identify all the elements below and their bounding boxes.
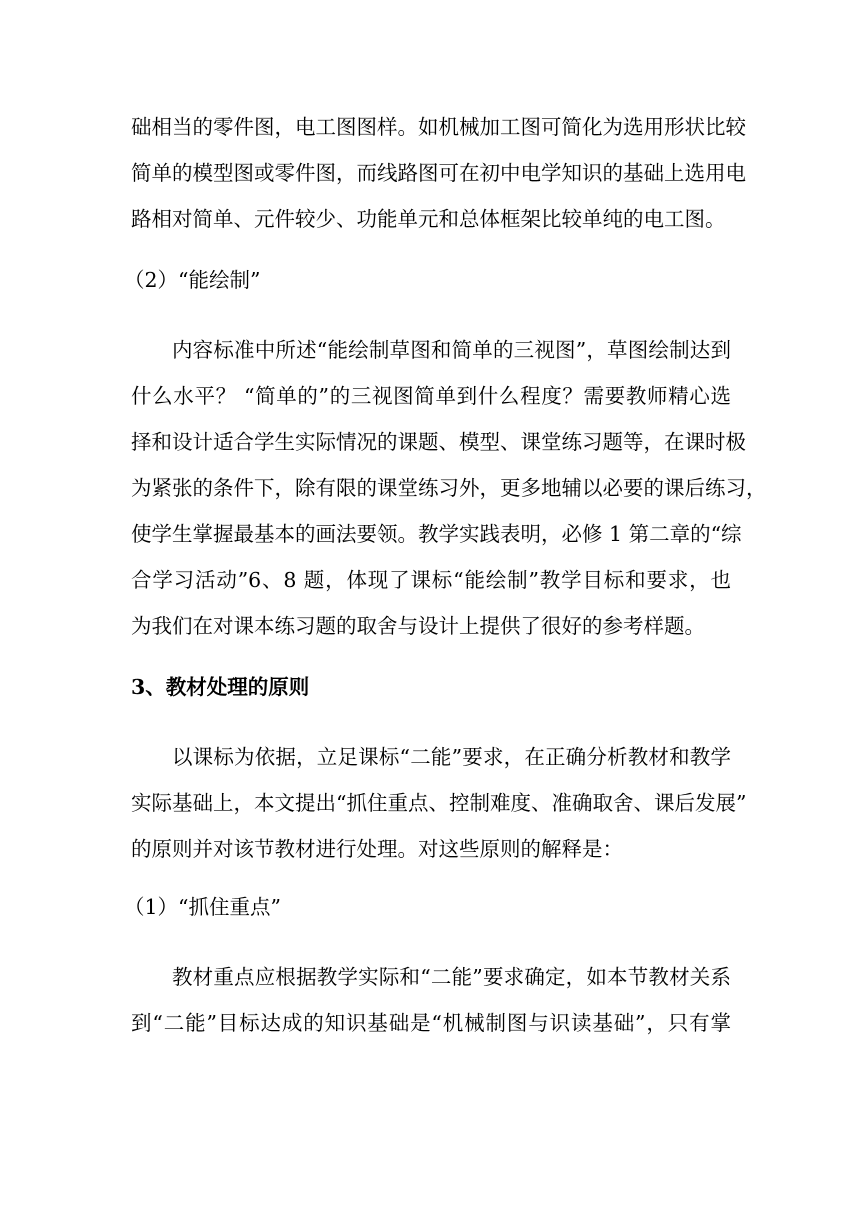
paragraph-line: 什么水平？ “简单的”的三视图简单到什么程度？需要教师精心选 [131,384,731,408]
paragraph-line: 内容标准中所述“能绘制草图和简单的三视图”，草图绘制达到 [172,338,731,362]
paragraph-line: 的原则并对该节教材进行处理。对这些原则的解释是： [131,837,623,861]
section-heading-3: 3、教材处理的原则 [131,675,310,699]
paragraph-line: 为我们在对课本练习题的取舍与设计上提供了很好的参考样题。 [131,614,705,638]
subheading-1: （1）“抓住重点” [124,895,282,919]
paragraph-line: 择和设计适合学生实际情况的课题、模型、课堂练习题等，在课时极 [131,430,746,454]
paragraph-line: 以课标为依据，立足课标“二能”要求，在正确分析教材和教学 [172,745,731,769]
paragraph-line: 实际基础上，本文提出“抓住重点、控制难度、准确取舍、课后发展” [131,791,747,815]
paragraph-line: 到“二能”目标达成的知识基础是“机械制图与识读基础”，只有掌 [131,1011,731,1035]
paragraph-line: 合学习活动”6、8 题，体现了课标“能绘制”教学目标和要求，也 [131,568,731,592]
paragraph-line: 路相对简单、元件较少、功能单元和总体框架比较单纯的电工图。 [131,207,726,231]
paragraph-line: 教材重点应根据教学实际和“二能”要求确定，如本节教材关系 [172,965,731,989]
paragraph-line: 础相当的零件图，电工图图样。如机械加工图可简化为选用形状比较 [131,115,746,139]
paragraph-line: 为紧张的条件下，除有限的课堂练习外，更多地辅以必要的课后练习， [131,476,767,500]
paragraph-line: 使学生掌握最基本的画法要领。教学实践表明，必修 1 第二章的“综 [131,522,742,546]
subheading-2: （2）“能绘制” [124,268,261,292]
paragraph-line: 简单的模型图或零件图，而线路图可在初中电学知识的基础上选用电 [131,161,746,185]
